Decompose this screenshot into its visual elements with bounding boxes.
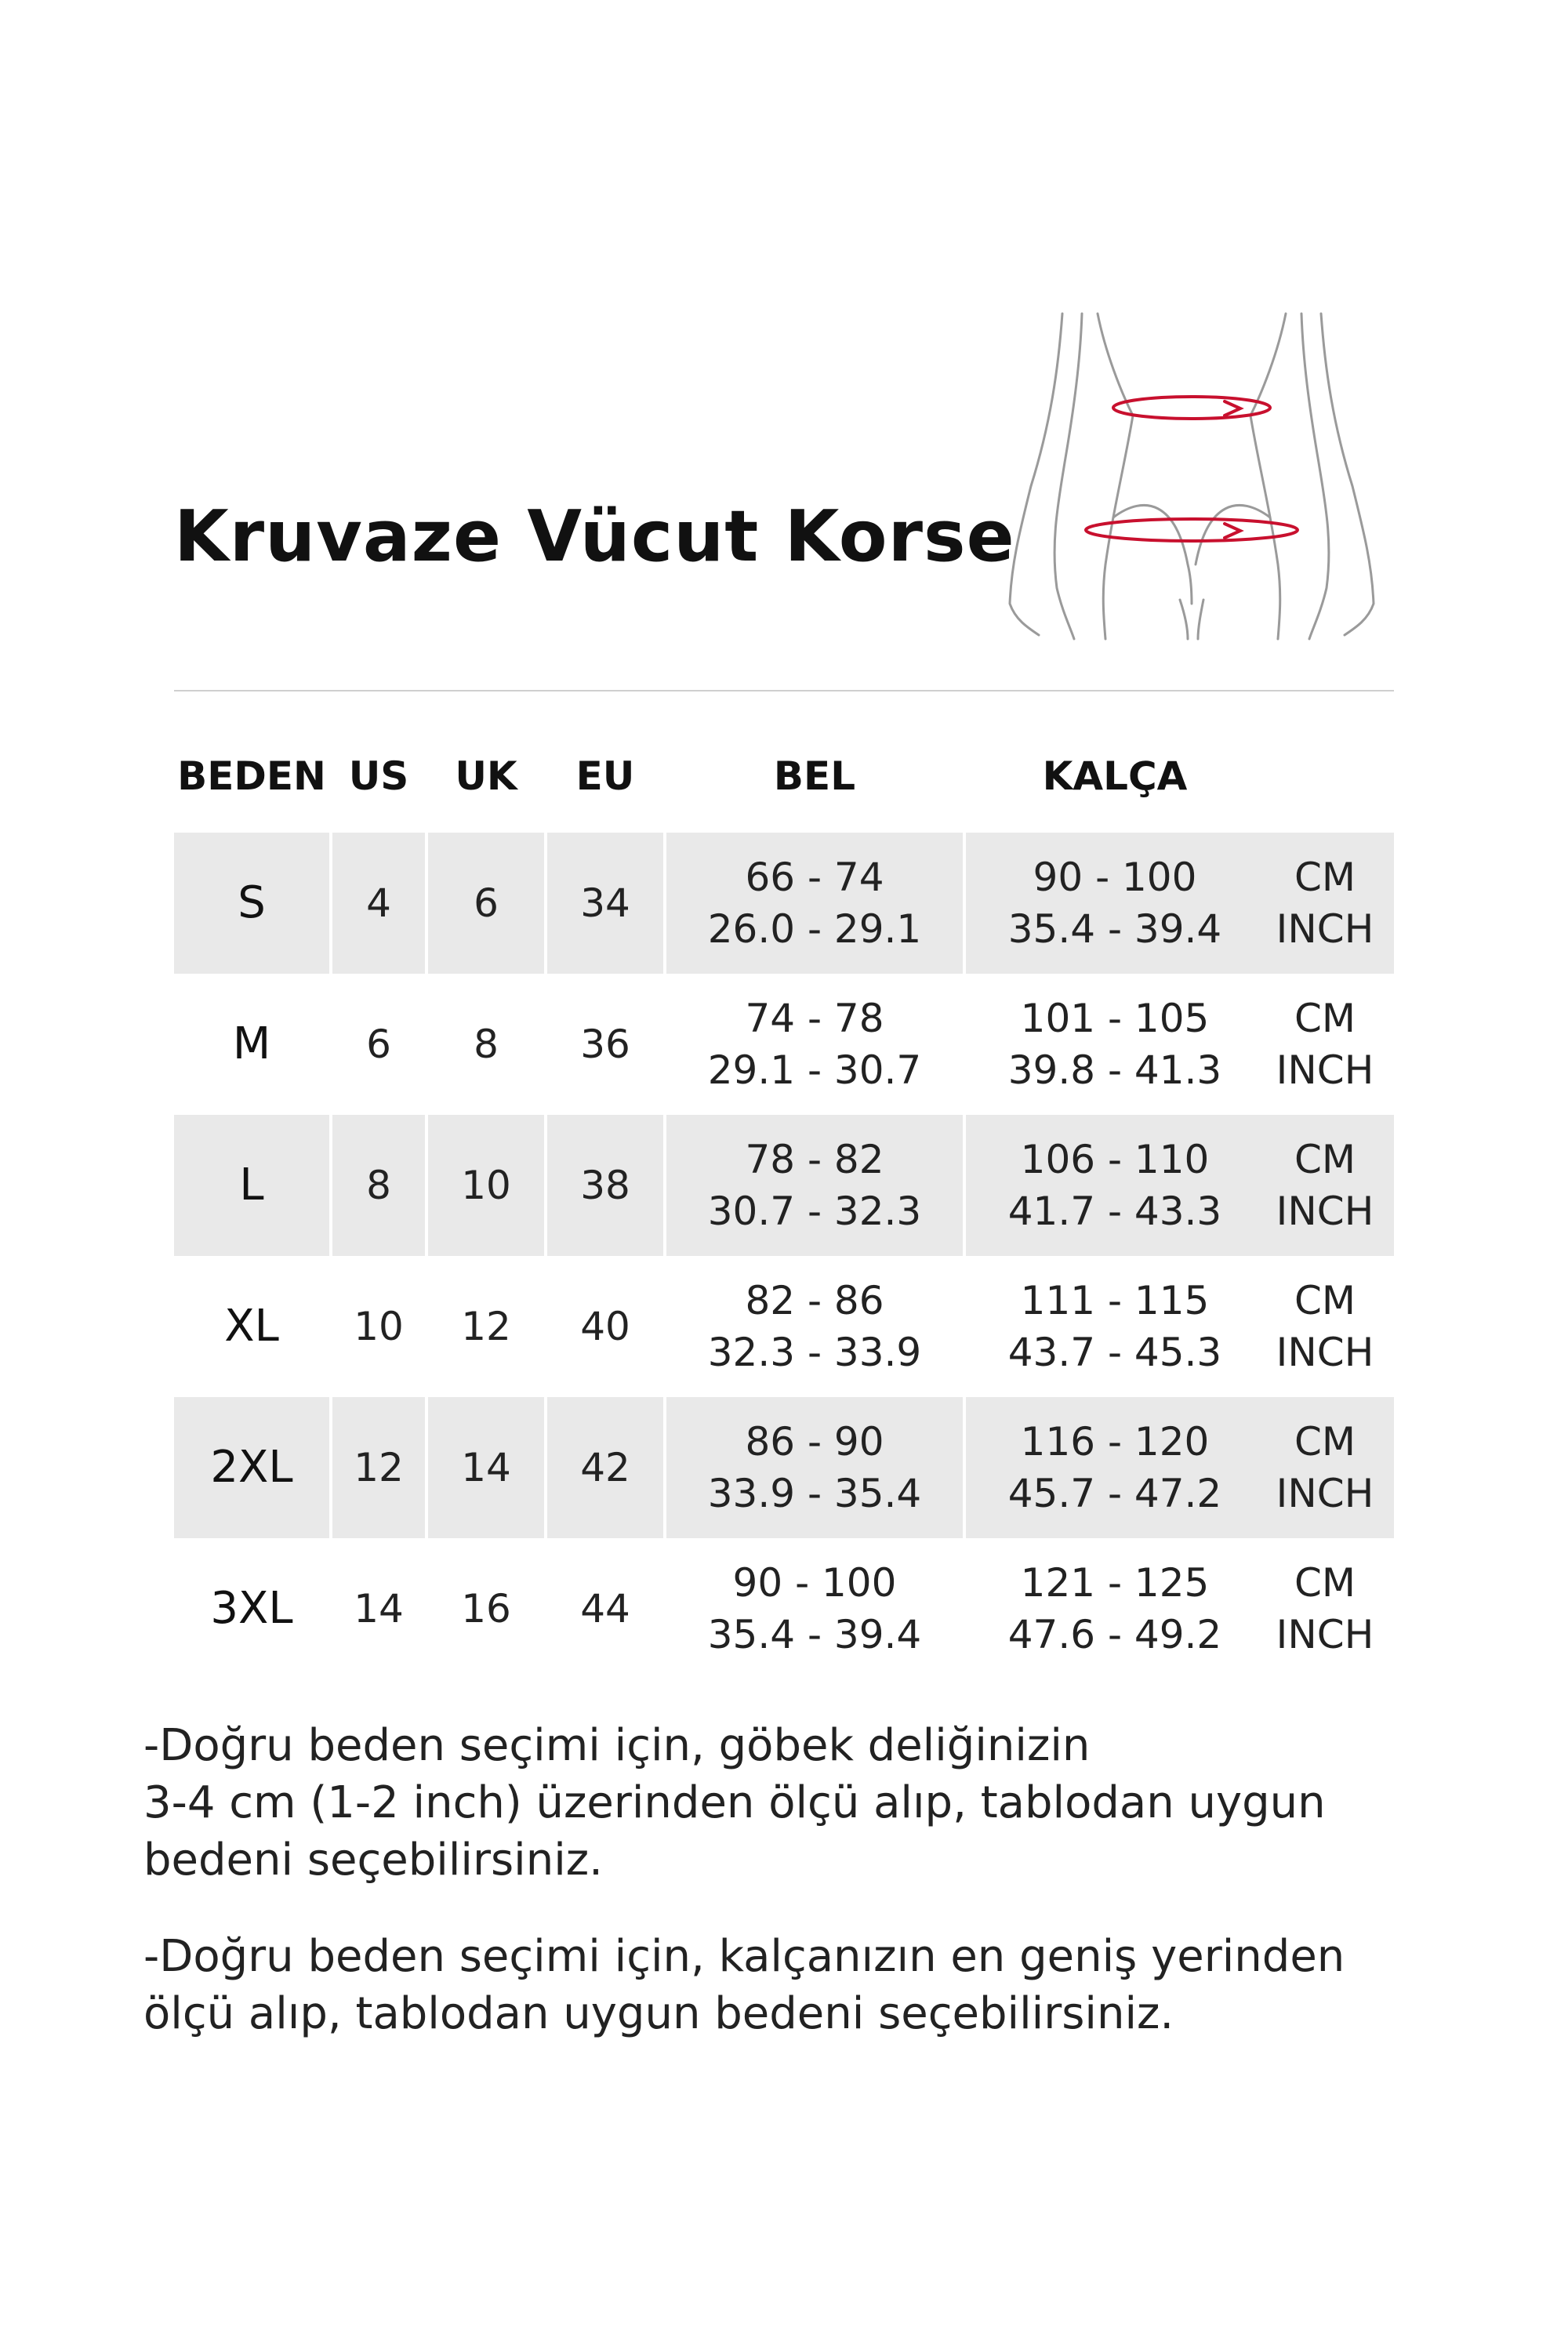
us-cell: 14 — [354, 1586, 404, 1632]
waist-cell: 90 - 100 35.4 - 39.4 — [707, 1560, 922, 1657]
unit-label: CM INCH — [1276, 996, 1374, 1093]
hip-cell: 116 - 120 45.7 - 47.2 CM INCH — [966, 1397, 1394, 1538]
us-cell: 8 — [332, 1115, 425, 1256]
table-row — [174, 833, 1394, 974]
notes — [143, 1717, 1476, 2082]
waist-cell: 86 - 90 33.9 - 35.4 — [666, 1397, 963, 1538]
uk-cell: 8 — [474, 1022, 499, 1067]
uk-cell: 14 — [428, 1397, 544, 1538]
table-header — [174, 749, 1394, 804]
eu-cell: 42 — [547, 1397, 663, 1538]
size-cell: 2XL — [174, 1397, 329, 1538]
waist-cell: 82 - 86 32.3 - 33.9 — [707, 1278, 922, 1375]
body-measurement-icon — [996, 306, 1388, 643]
eu-cell: 40 — [580, 1304, 630, 1349]
size-table — [174, 833, 1394, 1679]
unit-label: CM INCH — [1276, 855, 1374, 952]
size-cell: S — [174, 833, 329, 974]
header-uk: UK — [455, 753, 517, 799]
unit-label: CM INCH — [1276, 1419, 1374, 1516]
table-row — [174, 1538, 1394, 1679]
table-row — [174, 1397, 1394, 1538]
us-cell: 10 — [354, 1304, 404, 1349]
unit-label: CM INCH — [1276, 1278, 1374, 1375]
hip-cell: 90 - 100 35.4 - 39.4 CM INCH — [966, 833, 1394, 974]
uk-cell: 6 — [428, 833, 544, 974]
hip-cell: 111 - 115 43.7 - 45.3 CM INCH — [966, 1256, 1394, 1397]
waist-cell: 78 - 82 30.7 - 32.3 — [666, 1115, 963, 1256]
table-row — [174, 974, 1394, 1115]
header-us: US — [348, 753, 409, 799]
page-title: Kruvaze Vücut Korse — [174, 495, 1015, 578]
eu-cell: 36 — [580, 1022, 630, 1067]
title-divider — [174, 690, 1394, 691]
hip-cell: 101 - 105 39.8 - 41.3 CM INCH — [966, 974, 1394, 1115]
us-cell: 6 — [366, 1022, 391, 1067]
table-row — [174, 1115, 1394, 1256]
uk-cell: 10 — [428, 1115, 544, 1256]
unit-label: CM INCH — [1276, 1137, 1374, 1234]
header-eu: EU — [575, 753, 635, 799]
waist-cell: 74 - 78 29.1 - 30.7 — [707, 996, 922, 1093]
hip-cell: 106 - 110 41.7 - 43.3 CM INCH — [966, 1115, 1394, 1256]
unit-label: CM INCH — [1276, 1560, 1374, 1657]
size-cell: 3XL — [210, 1583, 293, 1634]
eu-cell: 38 — [547, 1115, 663, 1256]
header-hip: KALÇA — [1042, 753, 1188, 799]
note-hip: -Doğru beden seçimi için, kalçanızın en geniş yerinden ölçü alıp, tablodan uygun bedeni seçebilirsiniz. — [143, 1931, 1345, 2039]
us-cell: 12 — [332, 1397, 425, 1538]
hip-cell: 121 - 125 47.6 - 49.2 CM INCH — [966, 1538, 1394, 1679]
uk-cell: 12 — [461, 1304, 511, 1349]
us-cell: 4 — [332, 833, 425, 974]
header-size: BEDEN — [177, 753, 326, 799]
waist-cell: 66 - 74 26.0 - 29.1 — [666, 833, 963, 974]
size-cell: XL — [224, 1301, 279, 1352]
uk-cell: 16 — [461, 1586, 511, 1632]
note-waist: -Doğru beden seçimi için, göbek deliğinizin 3-4 cm (1-2 inch) üzerinden ölçü alıp, tablodan uygun bedeni seçebilirsiniz. — [143, 1720, 1326, 1886]
eu-cell: 34 — [547, 833, 663, 974]
table-row — [174, 1256, 1394, 1397]
size-cell: L — [174, 1115, 329, 1256]
size-cell: M — [232, 1018, 271, 1069]
eu-cell: 44 — [580, 1586, 630, 1632]
header-waist: BEL — [773, 753, 856, 799]
